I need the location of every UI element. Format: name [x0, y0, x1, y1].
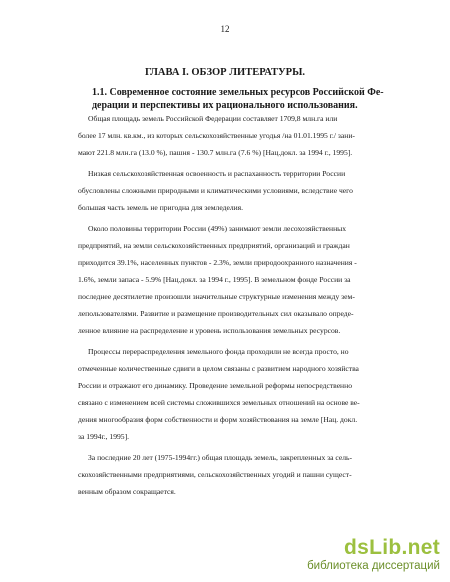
body-line: ленное влияние на распределение и уровень использования земельных ресурсов.: [78, 326, 341, 335]
body-line: Процессы перераспределения земельного фонда проходили не всегда просто, но: [88, 347, 349, 356]
section-title-line: 1.1. Современное состояние земельных ресурсов Российской Фе-: [92, 87, 384, 98]
body-line: более 17 млн. кв.км., из которых сельскохозяйственные угодья /на 01.01.1995 г./ зани-: [78, 131, 355, 140]
body-line: отмеченные количественные сдвиги в целом связаны с развитием народного хозяйства: [78, 364, 359, 373]
body-line: обусловлены сложными природными и климатическими условиями, вследствие чего: [78, 186, 353, 195]
body-line: Общая площадь земель Российской Федерации составляет 1709,8 млн.га или: [88, 114, 338, 123]
section-title-line: дерации и перспективы их рационального использования.: [92, 100, 358, 111]
body-line: большая часть земель не пригодна для земледелия.: [78, 203, 244, 212]
body-line: Около половины территории России (49%) занимают земли лесохозяйственных: [88, 224, 347, 233]
watermark-subtitle: библиотека диссертаций: [307, 560, 440, 572]
watermark: [307, 536, 440, 572]
body-line: скохозяйственными предприятиями, сельскохозяйственных угодий и пашни сущест-: [78, 470, 352, 479]
body-line: предприятий, на земли сельскохозяйственных предприятий, организаций и граждан: [78, 241, 350, 250]
body-line: последнее десятилетие произошли значительные структурные изменения между зем-: [78, 292, 355, 301]
body-line: Низкая сельскохозяйственная освоенность и распаханность территории России: [88, 169, 346, 178]
body-line: лепользователями. Развитие и размещение производительных сил оказывало опреде-: [78, 309, 354, 318]
body-line: дения многообразия форм собственности и форм хозяйствования на земле [Нац. докл.: [78, 415, 358, 424]
body-line: 1.6%, земли запаса - 5.9% [Нац.докл. за 1994 г., 1995]. В земельном фонде России за: [78, 275, 351, 284]
body-line: приходится 39.1%, населенных пунктов - 2.3%, земли природоохранного назначения -: [78, 258, 357, 267]
body-line: венным образом сокращается.: [78, 487, 176, 496]
watermark-logo: dsLib.net: [343, 536, 440, 559]
body-line: России и отражают его динамику. Проведение земельной реформы непосредственно: [78, 381, 352, 390]
body-line: связано с изменением всей системы сложившихся земельных отношений на основе ве-: [78, 398, 360, 407]
chapter-title: ГЛАВА I. ОБЗОР ЛИТЕРАТУРЫ.: [144, 67, 306, 78]
body-line: мают 221.8 млн.га (13.0 %), пашня - 130.7 млн.га (7.6 %) [Нац.докл. за 1994 г., 1995].: [78, 148, 353, 157]
body-line: За последние 20 лет (1975-1994гг.) общая площадь земель, закрепленных за сель-: [88, 453, 353, 462]
body-line: за 1994г., 1995].: [78, 432, 130, 441]
page-number: 12: [220, 24, 230, 34]
section-title: [92, 86, 382, 112]
